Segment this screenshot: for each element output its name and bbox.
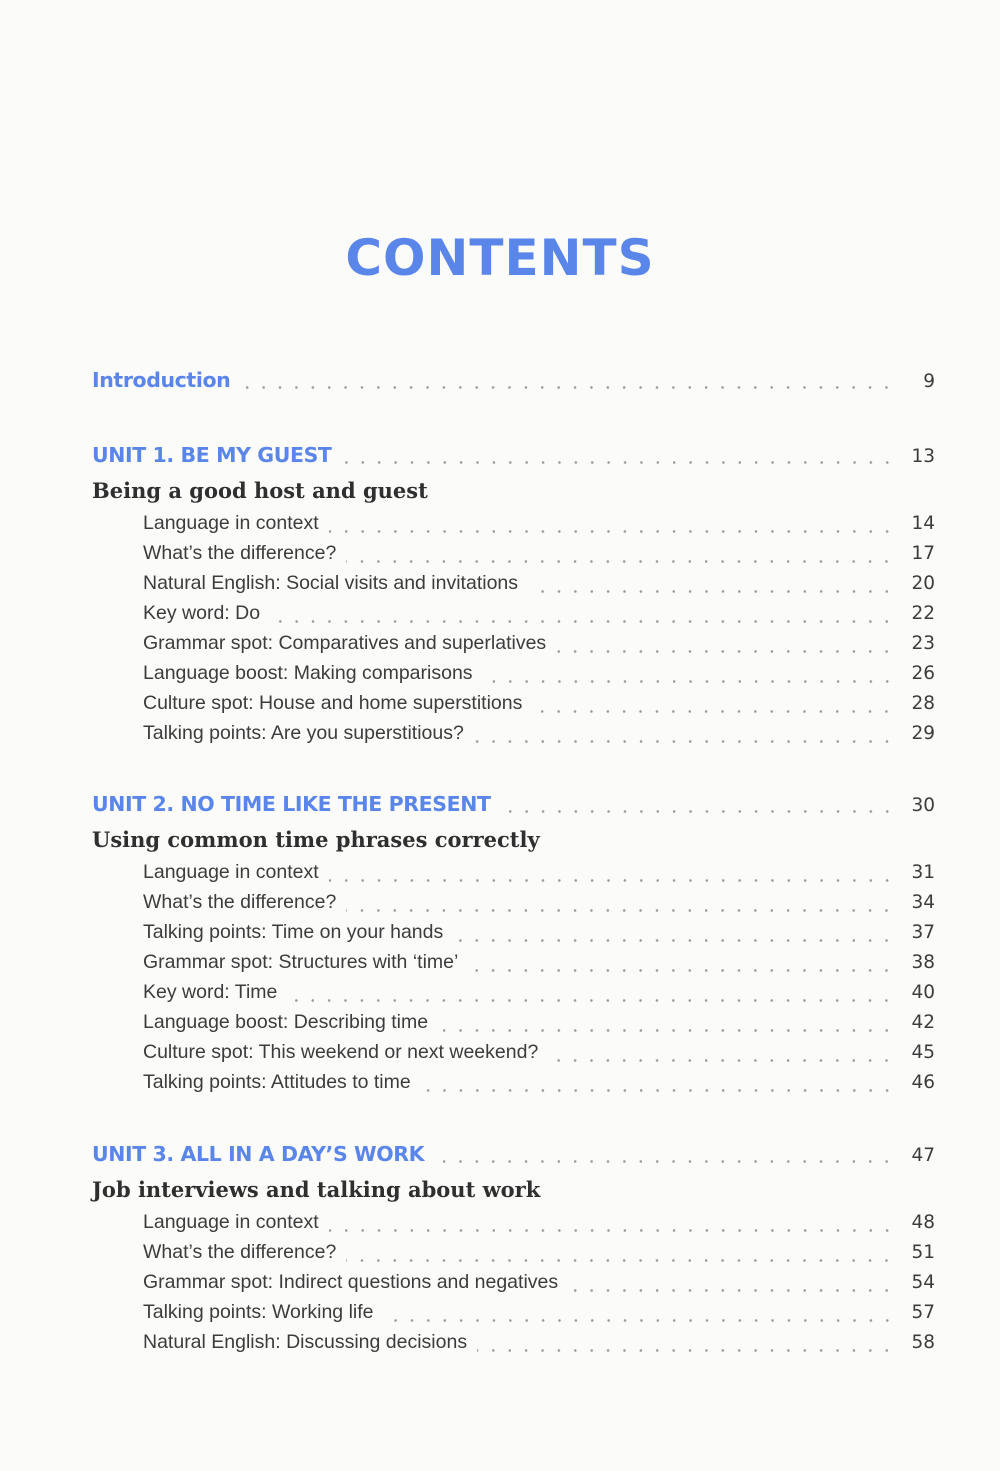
entry-title: Language in context xyxy=(143,861,319,883)
entry-title: Talking points: Are you superstitious? xyxy=(143,722,464,744)
entry-title: What’s the difference? xyxy=(143,891,337,913)
entry-title: Talking points: Time on your hands xyxy=(143,921,444,943)
page-number: 20 xyxy=(911,573,935,594)
toc-entry[interactable] xyxy=(143,1041,935,1071)
page-number: 17 xyxy=(911,543,935,564)
entry-title: Language boost: Making comparisons xyxy=(143,662,473,684)
entry-title: Grammar spot: Comparatives and superlatives xyxy=(143,632,547,654)
toc-entry[interactable] xyxy=(143,951,935,981)
page-number: 42 xyxy=(911,1012,935,1033)
dot-leader xyxy=(346,1259,895,1262)
page-number: 14 xyxy=(911,513,935,534)
toc-entry[interactable] xyxy=(143,981,935,1011)
dot-leader xyxy=(346,909,895,912)
dot-leader xyxy=(384,1319,896,1322)
unit-title: UNIT 2. NO TIME LIKE THE PRESENT xyxy=(92,792,491,816)
page-number: 47 xyxy=(911,1145,935,1166)
page-number: 26 xyxy=(911,663,935,684)
entry-title: Grammar spot: Indirect questions and negatives xyxy=(143,1271,559,1293)
entry-title: Grammar spot: Structures with ‘time’ xyxy=(143,951,459,973)
unit-1-subtitle: Being a good host and guest xyxy=(92,478,428,503)
toc-entry[interactable] xyxy=(143,891,935,921)
toc-entry[interactable] xyxy=(143,861,935,891)
dot-leader xyxy=(548,1059,895,1062)
dot-leader xyxy=(468,969,895,972)
dot-leader xyxy=(438,1029,895,1032)
page-number: 40 xyxy=(911,982,935,1003)
page-number: 57 xyxy=(911,1302,935,1323)
toc-entry[interactable] xyxy=(143,662,935,692)
toc-entry[interactable] xyxy=(143,1301,935,1331)
dot-leader xyxy=(434,1160,895,1163)
entry-title: What’s the difference? xyxy=(143,1241,337,1263)
dot-leader xyxy=(342,461,895,464)
toc-entry-introduction[interactable] xyxy=(92,368,935,398)
entry-title: Natural English: Discussing decisions xyxy=(143,1331,468,1353)
toc-entry[interactable] xyxy=(143,1331,935,1361)
page-number: 38 xyxy=(911,952,935,973)
entry-title: Talking points: Attitudes to time xyxy=(143,1071,411,1093)
toc-unit-1-heading[interactable] xyxy=(92,443,935,473)
dot-leader xyxy=(329,879,895,882)
entry-title: Language in context xyxy=(143,512,319,534)
page-number: 28 xyxy=(911,693,935,714)
entry-title: Culture spot: This weekend or next weekend? xyxy=(143,1041,539,1063)
dot-leader xyxy=(287,999,895,1002)
page-title: CONTENTS xyxy=(345,229,655,287)
page-number: 51 xyxy=(911,1242,935,1263)
page-number: 22 xyxy=(911,603,935,624)
dot-leader xyxy=(421,1089,895,1092)
toc-entry[interactable] xyxy=(143,1011,935,1041)
dot-leader xyxy=(270,620,895,623)
toc-unit-3-heading[interactable] xyxy=(92,1142,935,1172)
toc-entry[interactable] xyxy=(143,602,935,632)
toc-entry[interactable] xyxy=(143,572,935,602)
page-number: 45 xyxy=(911,1042,935,1063)
entry-title: Talking points: Working life xyxy=(143,1301,374,1323)
toc-entry[interactable] xyxy=(143,542,935,572)
page-number: 58 xyxy=(911,1332,935,1353)
dot-leader xyxy=(329,530,895,533)
page-number: 54 xyxy=(911,1272,935,1293)
dot-leader xyxy=(240,386,895,389)
dot-leader xyxy=(528,590,895,593)
page-number: 46 xyxy=(911,1072,935,1093)
entry-title: Language boost: Describing time xyxy=(143,1011,429,1033)
dot-leader xyxy=(477,1349,895,1352)
page-number: 30 xyxy=(911,795,935,816)
toc-entry[interactable] xyxy=(143,1241,935,1271)
entry-title: Language in context xyxy=(143,1211,319,1233)
toc-unit-2-heading[interactable] xyxy=(92,792,935,822)
dot-leader xyxy=(474,740,895,743)
dot-leader xyxy=(556,650,895,653)
toc-entry[interactable] xyxy=(143,921,935,951)
page-number: 48 xyxy=(911,1212,935,1233)
entry-title: Key word: Do xyxy=(143,602,261,624)
dot-leader xyxy=(483,680,895,683)
entry-title: Natural English: Social visits and invitations xyxy=(143,572,519,594)
entry-title: Introduction xyxy=(92,368,231,392)
page-number: 13 xyxy=(911,446,935,467)
page-number: 29 xyxy=(911,723,935,744)
page-number: 31 xyxy=(911,862,935,883)
unit-2-subtitle: Using common time phrases correctly xyxy=(92,827,540,852)
entry-title: Culture spot: House and home superstitions xyxy=(143,692,523,714)
toc-entry[interactable] xyxy=(143,722,935,752)
toc-entry[interactable] xyxy=(143,1071,935,1101)
entry-title: Key word: Time xyxy=(143,981,278,1003)
toc-entry[interactable] xyxy=(143,512,935,542)
page-number: 9 xyxy=(923,371,935,392)
unit-title: UNIT 3. ALL IN A DAY’S WORK xyxy=(92,1142,425,1166)
toc-entry[interactable] xyxy=(143,1271,935,1301)
dot-leader xyxy=(568,1289,895,1292)
page-number: 37 xyxy=(911,922,935,943)
entry-title: What’s the difference? xyxy=(143,542,337,564)
page-number: 34 xyxy=(911,892,935,913)
dot-leader xyxy=(346,560,895,563)
unit-title: UNIT 1. BE MY GUEST xyxy=(92,443,332,467)
toc-entry[interactable] xyxy=(143,632,935,662)
toc-entry[interactable] xyxy=(143,1211,935,1241)
dot-leader xyxy=(501,810,895,813)
toc-entry[interactable] xyxy=(143,692,935,722)
dot-leader xyxy=(532,710,895,713)
dot-leader xyxy=(329,1229,895,1232)
page-number: 23 xyxy=(911,633,935,654)
dot-leader xyxy=(453,939,895,942)
unit-3-subtitle: Job interviews and talking about work xyxy=(92,1177,541,1202)
